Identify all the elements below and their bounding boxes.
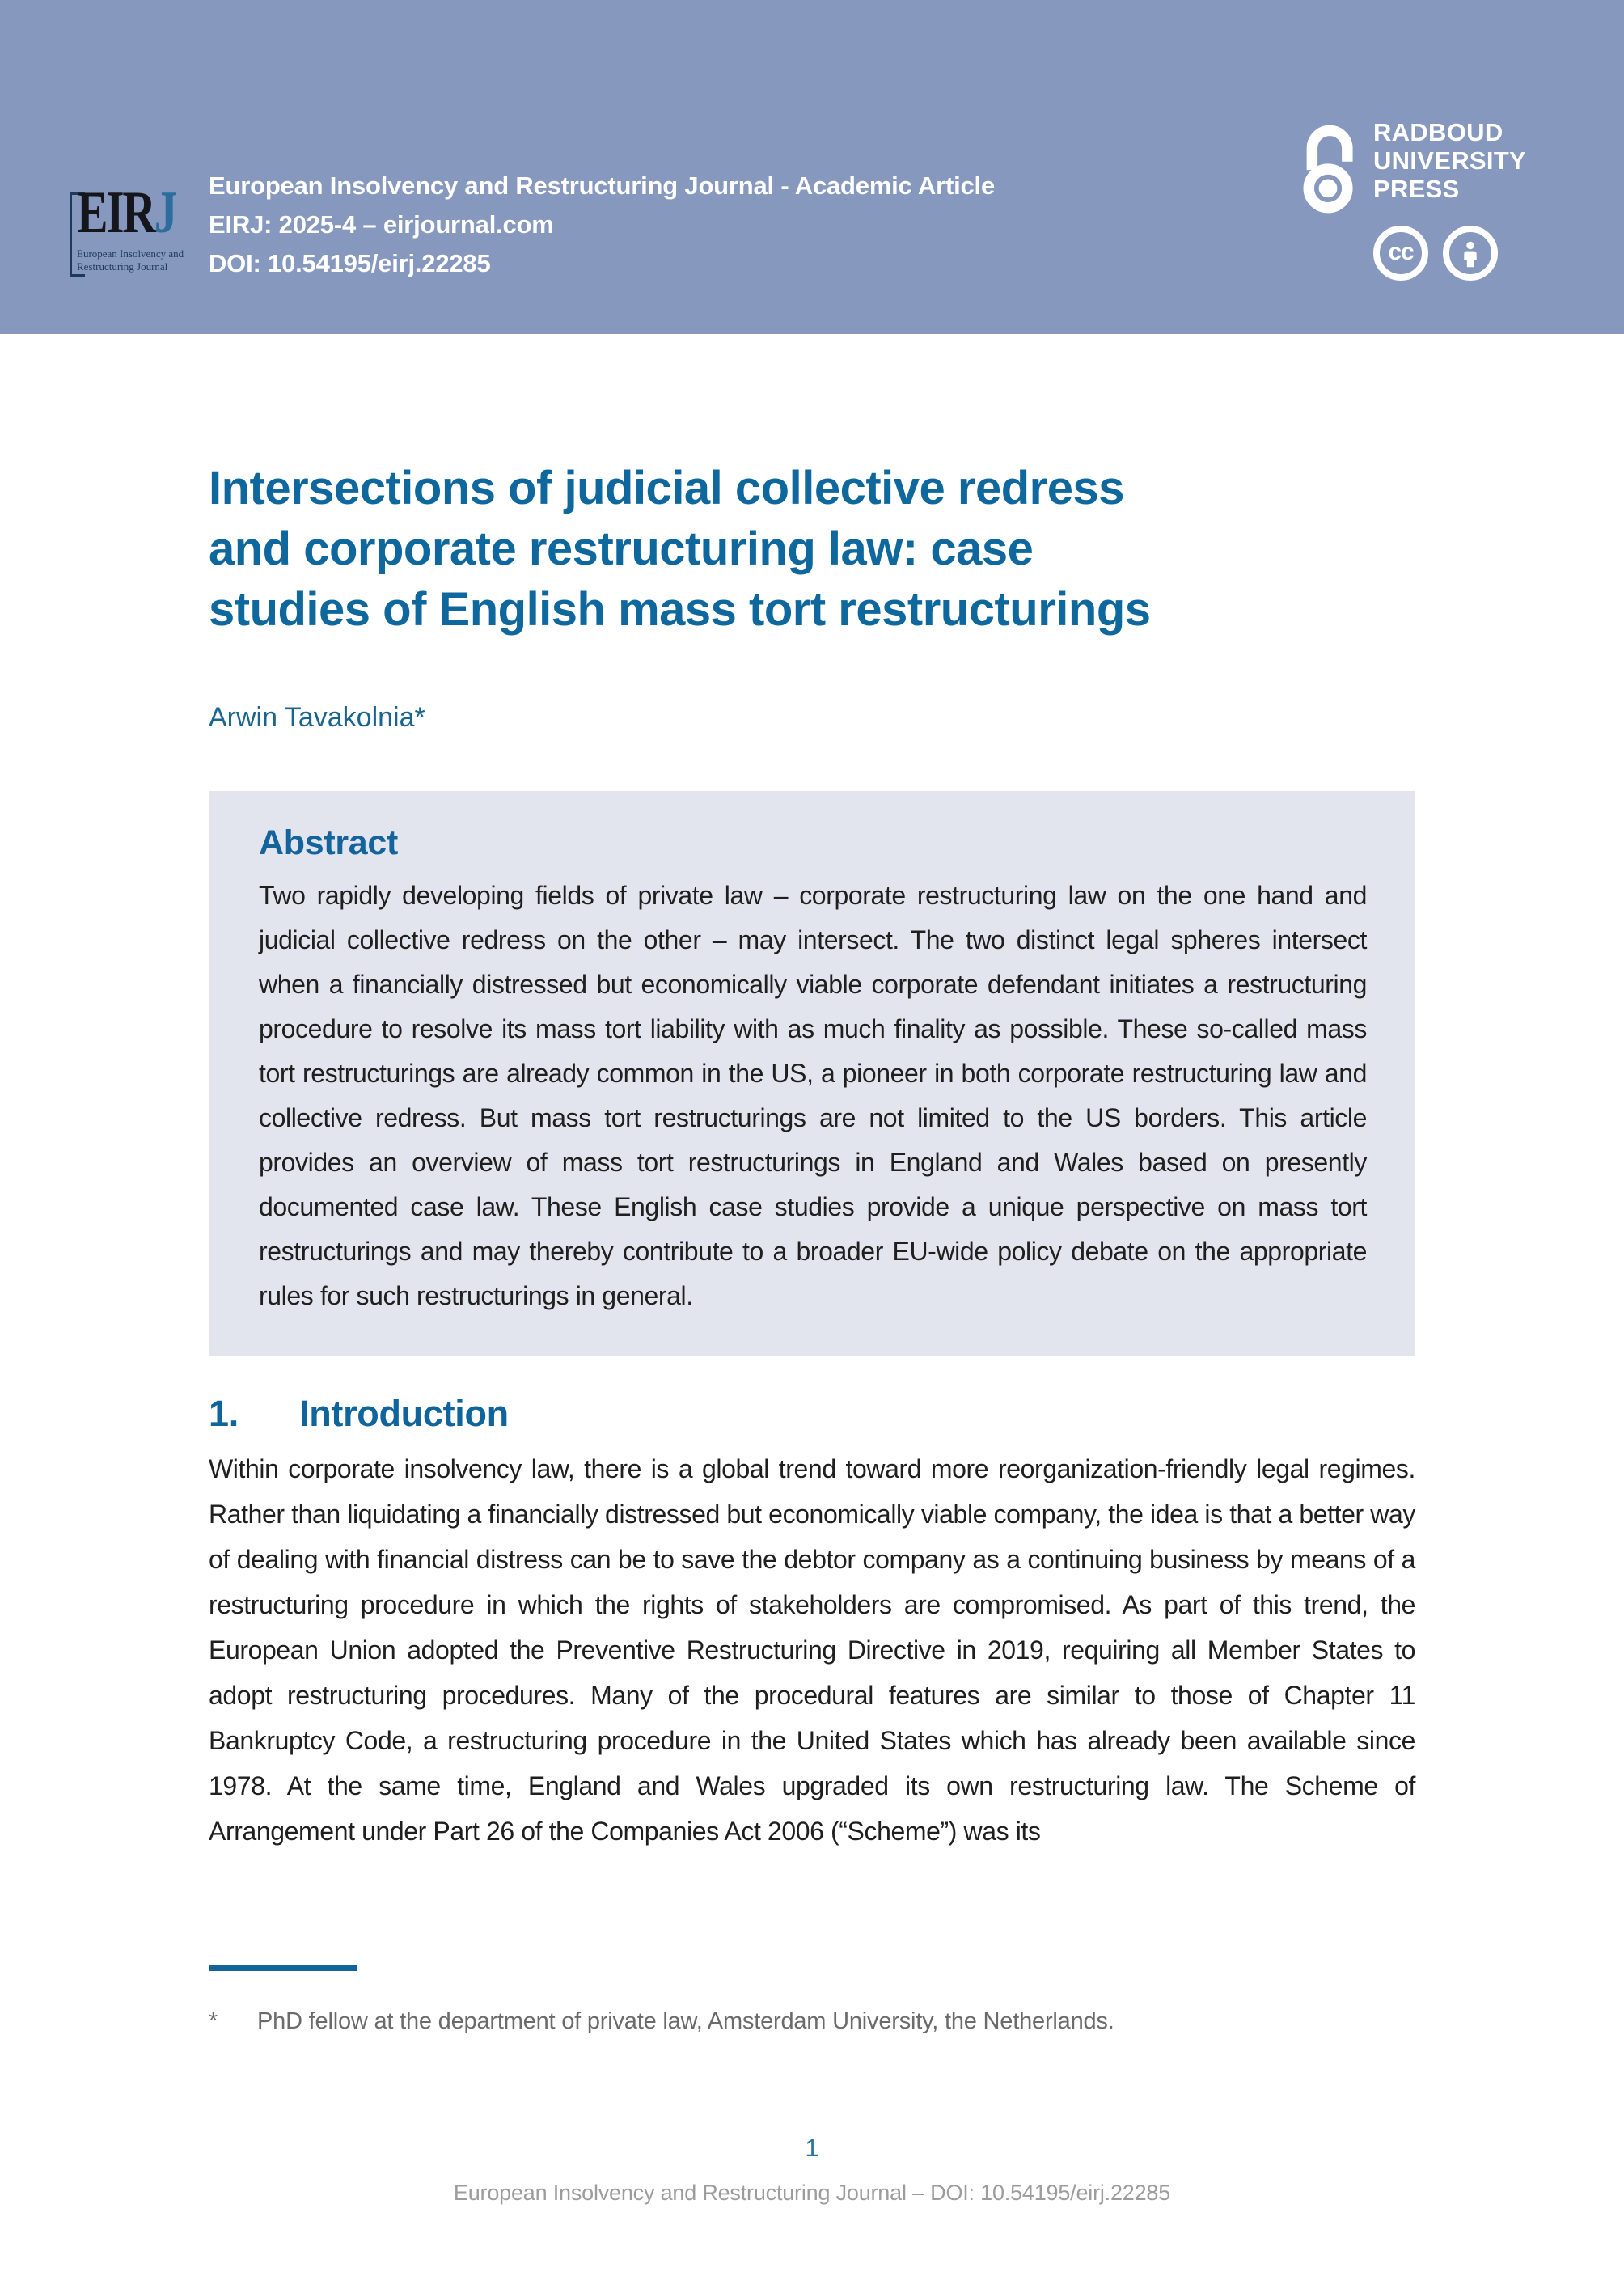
logo-acronym-dark: EIR bbox=[77, 180, 154, 246]
publisher-name-line3: PRESS bbox=[1373, 175, 1460, 203]
abstract-text: Two rapidly developing fields of private law – corporate restructuring law on the one hand and judicial collective redress on the other – may intersect. The two distinct legal spheres intersect when a financially distressed but economically viable corporate defendant initiates a restructuring procedure to resolve its mass tort liability with as much finality as possible. These so-called mass tort restructurings are already common in the US, a pioneer in both corporate restructuring law and collective redress. But mass tort restructurings are not limited to the US borders. This article provides an overview of mass tort restructurings in England and Wales based on presently documented case law. These English case studies provide a unique perspective on mass tort restructurings and may thereby contribute to a broader EU-wide policy debate on the appropriate rules for such restructurings in general. bbox=[259, 881, 1367, 1310]
publisher-name bbox=[1373, 118, 1526, 203]
doi-line: DOI: 10.54195/eirj.22285 bbox=[209, 249, 491, 277]
cc-by-icon bbox=[1443, 226, 1498, 281]
footnote bbox=[209, 2004, 1415, 2038]
section-title: Introduction bbox=[299, 1393, 509, 1434]
logo-acronym bbox=[77, 180, 176, 246]
article-title-line2: and corporate restructuring law: case bbox=[209, 522, 1034, 575]
license-icons bbox=[1373, 226, 1498, 281]
journal-header-text bbox=[209, 167, 995, 283]
footnote-divider bbox=[209, 1965, 357, 1971]
footnote-text: PhD fellow at the department of private law, Amsterdam University, the Netherlands. bbox=[257, 2008, 1114, 2034]
running-footer: European Insolvency and Restructuring Journal – DOI: 10.54195/eirj.22285 bbox=[453, 2181, 1171, 2205]
logo-tagline bbox=[77, 247, 184, 273]
abstract-heading: Abstract bbox=[259, 823, 399, 862]
logo-tagline-line1: European Insolvency and bbox=[77, 247, 184, 260]
issue-line: EIRJ: 2025-4 – eirjournal.com bbox=[209, 210, 554, 239]
journal-name-line: European Insolvency and Restructuring Journal - Academic Article bbox=[209, 171, 995, 200]
publisher-name-line2: UNIVERSITY bbox=[1373, 146, 1527, 175]
footnote-marker: * bbox=[209, 2008, 218, 2034]
article-title bbox=[209, 458, 1438, 640]
cc-icon bbox=[1373, 226, 1428, 281]
abstract-box bbox=[209, 791, 1415, 1356]
author-name: Arwin Tavakolnia* bbox=[209, 702, 425, 733]
article-title-line3: studies of English mass tort restructurings bbox=[209, 583, 1151, 636]
cc-icon-label: cc bbox=[1388, 238, 1414, 265]
section-heading-introduction bbox=[209, 1393, 509, 1435]
introduction-text: Within corporate insolvency law, there is a global trend toward more reorganization-friendly legal regimes. Rather than liquidating a financially distressed but economically viable company, the idea is that a better way of dealing with financial distress can be to save the debtor company as a continuing business by means of a restructuring procedure in which the rights of stakeholders are compromised. As part of this trend, the European Union adopted the Preventive Restructuring Directive in 2019, requiring all Member States to adopt restructuring procedures. Many of the procedural features are similar to those of Chapter 11 Bankruptcy Code, a restructuring procedure in the United States which has already been available since 1978. At the same time, England and Wales upgraded its own restructuring law. The Scheme of Arrangement under Part 26 of the Companies Act 2006 (“Scheme”) was its bbox=[209, 1454, 1415, 1846]
eirj-logo bbox=[70, 180, 199, 278]
header-band bbox=[0, 0, 1624, 334]
logo-tagline-line2: Restructuring Journal bbox=[77, 260, 168, 273]
article-title-line1: Intersections of judicial collective redress bbox=[209, 462, 1124, 514]
page-number: 1 bbox=[805, 2134, 819, 2162]
open-access-icon bbox=[1297, 120, 1357, 219]
section-number: 1. bbox=[209, 1393, 239, 1434]
publisher-name-line1: RADBOUD bbox=[1373, 118, 1503, 146]
logo-acronym-accent: J bbox=[154, 180, 176, 246]
